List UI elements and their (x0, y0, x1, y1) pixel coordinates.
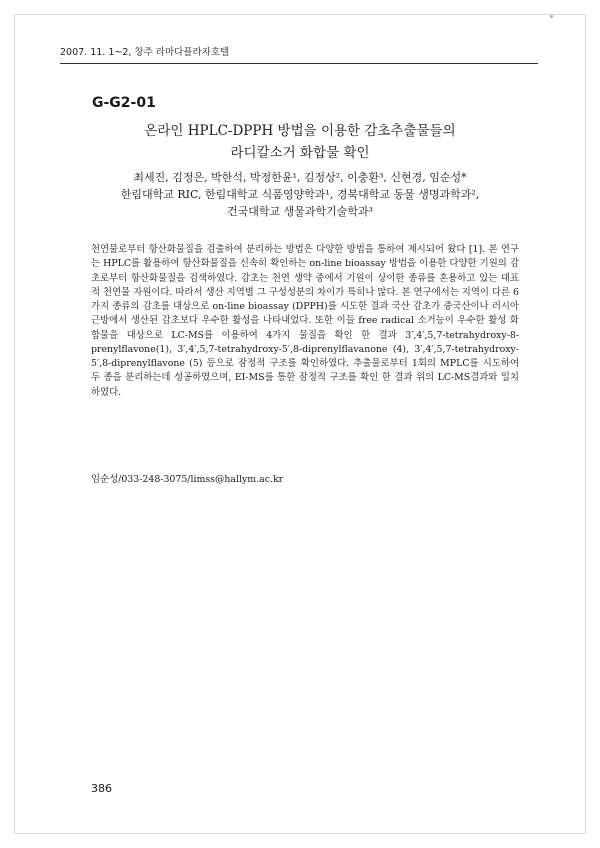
header-rule (60, 63, 538, 64)
page-number: 386 (91, 782, 112, 795)
paper-title (80, 120, 520, 164)
corner-mark: * (549, 14, 554, 24)
author-block (80, 169, 520, 220)
title-line-1: 온라인 HPLC-DPPH 방법을 이용한 감초추출물들의 (144, 123, 456, 139)
author-line-1: 최세진, 김정은, 박한석, 박정한윤¹, 김정상², 이충환³, 신현경, 임순성* (133, 171, 467, 184)
affiliation-line-2: 건국대학교 생물과학기술학과³ (226, 205, 374, 218)
contact-info: 임순성/033-248-3075/limss@hallym.ac.kr (91, 474, 284, 485)
abstract (91, 243, 519, 400)
session-code: G-G2-01 (92, 95, 156, 111)
abstract-text: 천연물로부터 항산화물질을 검출하여 분리하는 방법은 다양한 방법을 통하여 제시되어 왔다 [1]. 본 연구는 HPLC를 활용하여 항산화물질을 신속히 확인하는 on-line bioassay 방법을 이용한 다양한 기원의 감초로부터 항산화물질을 검색하였다. 감초는 천연 생약 중에서 기원이 상이한 종류를 혼용하고 있는 대표적 천연물 자원이다. 따라서 생산 지역별 그 구성성분의 차이가 특히나 많다. 본 연구에서는 지역이 다른 6가지 종류의 감초를 대상으로 on-line bioassay (DPPH)를 시도한 결과 국산 감초가 중국산이나 러시아 근방에서 생산된 감초보다 우수한 활성을 나타내었다. 또한 이들 free radical 소거능이 우수한 활성 화합물을 대상으로 LC-MS를 이용하여 4가지 물질을 확인 한 결과 3′,4′,5,7-tetrahydroxy-8-prenylflavone(1), 3′,4′,5,7-tetrahydroxy-5′,8-diprenylflavanone (4), 3′,4′,5,7-tetrahydroxy-5′,8-diprenylflavone (5) 등으로 잠정적 구조를 확인하였다. 추출물로부터 1회의 MPLC를 시도하여 두 종을 분리하는데 성공하였으며, EI-MS를 통한 잠정적 구조를 확인 한 결과 위의 LC-MS결과와 일치하였다. (91, 244, 519, 398)
running-header: 2007. 11. 1~2, 창주 라마다플라자호텔 (60, 47, 230, 58)
title-line-2: 라디칼소거 화합물 확인 (230, 145, 370, 161)
affiliation-line-1: 한림대학교 RIC, 한림대학교 식품영양학과¹, 경북대학교 동물 생명과학과², (120, 188, 480, 201)
